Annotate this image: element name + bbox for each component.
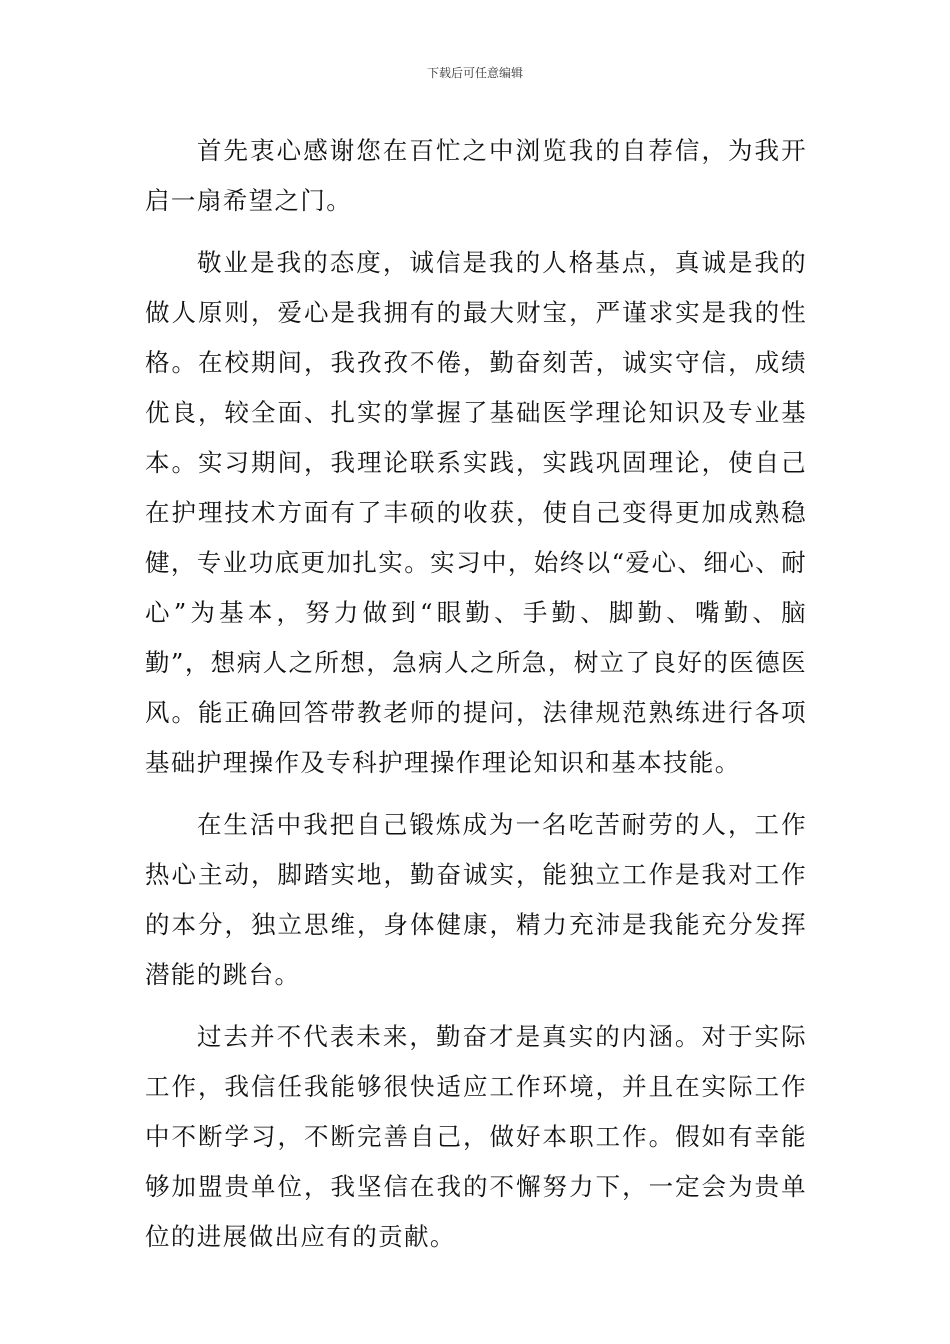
paragraph-character-and-study: 敬业是我的态度，诚信是我的人格基点，真诚是我的做人原则，爱心是我拥有的最大财宝，严谨求实是我的性格。在校期间，我孜孜不倦，勤奋刻苦，诚实守信，成绩优良，较全面、扎实的掌握了基础医学理论知识及专业基本。实习期间，我理论联系实践，实践巩固理论，使自己在护理技术方面有了丰硕的收获，使自己变得更加成熟稳健，专业功底更加扎实。实习中，始终以“爱心、细心、耐心”为基本，努力做到“眼勤、手勤、脚勤、嘴勤、脑勤”，想病人之所想，急病人之所急，树立了良好的医德医风。能正确回答带教老师的提问，法律规范熟练进行各项基础护理操作及专科护理操作理论知识和基本技能。 — [145, 248, 807, 777]
paragraph-closing: 过去并不代表未来，勤奋才是真实的内涵。对于实际工作，我信任我能够很快适应工作环境，并且在实际工作中不断学习，不断完善自己，做好本职工作。假如有幸能够加盟贵单位，我坚信在我的不懈努力下，一定会为贵单位的进展做出应有的贡献。 — [145, 1022, 807, 1251]
page-header-note: 下载后可任意编辑 — [426, 66, 523, 80]
letter-body — [145, 126, 807, 1274]
paragraph-life: 在生活中我把自己锻炼成为一名吃苦耐劳的人，工作热心主动，脚踏实地，勤奋诚实，能独立工作是我对工作的本分，独立思维，身体健康，精力充沛是我能充分发挥潜能的跳台。 — [145, 810, 807, 989]
paragraph-opening: 首先衷心感谢您在百忙之中浏览我的自荐信，为我开启一扇希望之门。 — [145, 136, 807, 215]
